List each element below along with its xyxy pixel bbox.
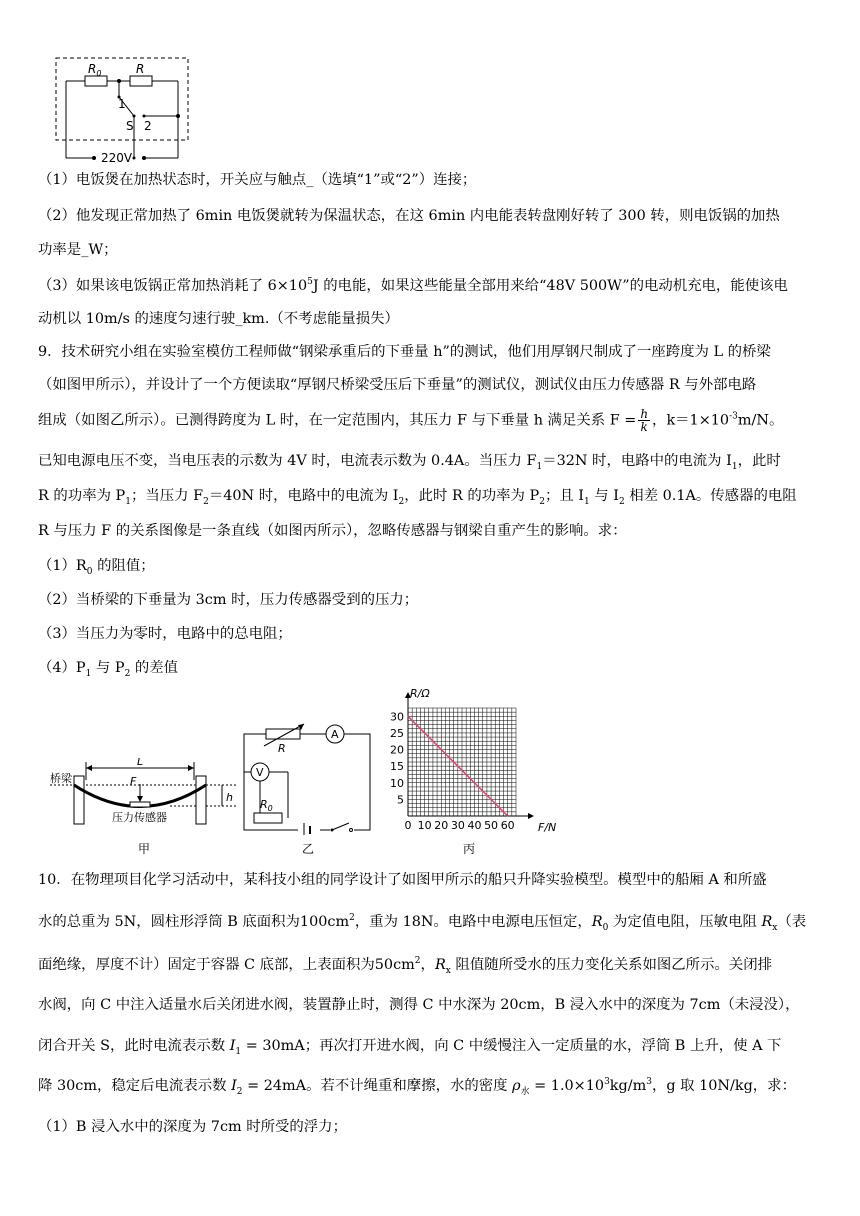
switch-label: S <box>126 119 134 133</box>
chart-ylabel: R/Ω <box>410 687 430 700</box>
q9-sub2: （2）当桥梁的下垂量为 3cm 时，压力传感器受到的压力； <box>38 592 419 608</box>
q8-part3: （3）如果该电饭锅正常加热消耗了 $6\times 10^5J$ 的电能，如果这些能量全部用来给“48V 500W”的电动机充电，能使该电 <box>38 277 788 294</box>
bridge-support-left <box>74 776 84 824</box>
q9-line3: 组成（如图乙所示）。已测得跨度为 L 时，在一定范围内，其压力 F 与下垂量 h 满足关系 F = $\frac{h}{k}$ ，$k=1\times 10^{-3}m/N$。 <box>38 407 784 434</box>
voltmeter-label: V <box>256 766 264 779</box>
sag-label: h <box>226 791 233 804</box>
q9-line6: R 与压力 F 的关系图像是一条直线（如图丙所示），忽略传感器与钢梁自重产生的影响。求： <box>38 523 627 539</box>
x-tick-label: 40 <box>467 819 482 832</box>
pressure-sensor <box>130 802 150 807</box>
q10-line4: 水阀，向 C 中注入适量水后关闭进水阀，装置静止时，测得 C 中水深为 20cm，B 浸入水中的深度为 7cm（未浸没）， <box>38 997 800 1013</box>
chart-grid <box>408 708 516 816</box>
x-axis-arrow <box>528 813 534 819</box>
sensor-circuit-figure <box>238 720 376 835</box>
x-tick-label: 60 <box>500 819 515 832</box>
bridge-support-right <box>196 776 206 824</box>
fig-bing-caption: 丙 <box>463 842 476 856</box>
r-label: R <box>136 62 145 76</box>
q10-line1: 10．在物理项目化学习活动中，某科技小组的同学设计了如图甲所示的船只升降实验模型。模型中的船厢 A 和所盛 <box>38 872 767 888</box>
q8-part2-cont: 功率是_W； <box>38 242 118 258</box>
chart-axes <box>405 692 534 819</box>
q9-sub4: $(4)P_1$ 与 $P_2$ 的差值 <box>38 660 179 679</box>
q10-sub1: （1）B 浸入水中的深度为 7cm 时所受的浮力； <box>38 1119 347 1135</box>
fig-jia-caption: 甲 <box>138 842 151 856</box>
ammeter-label: A <box>331 728 339 741</box>
q8-part2: （2）他发现正常加热了 6min 电饭煲就转为保温状态，在这 6min 内电能表转盘刚好转了 300 转，则电饭锅的加热 <box>38 208 780 224</box>
formula-fraction: $\frac{h}{k}$ <box>640 407 649 434</box>
q9-line2: （如图甲所示），并设计了一个方便读取“厚钢尺桥梁受压后下垂量”的测试仪，测试仪由压力传感器 R 与外部电路 <box>38 377 757 393</box>
force-label: F <box>130 775 137 788</box>
resistance-force-chart <box>388 686 568 836</box>
sensor-label: 压力传感器 <box>112 811 167 824</box>
q10-line5: 闭合开关 S，此时电流表示数 $I_1 = 30mA$；再次打开进水阀，向 C 中缓慢注入一定质量的水，浮筒 B 上升，使 A 下 <box>38 1038 782 1057</box>
fixed-resistor-r0 <box>254 813 282 823</box>
sensor-r-label: R <box>278 742 286 755</box>
x-tick-label: 30 <box>450 819 465 832</box>
q9-line4: 已知电源电压不变，当电压表的示数为 4V 时，电流表示数为 0.4A。当压力 $F_1=32N$ 时，电路中的电流为 $I_1$，此时 <box>38 453 781 472</box>
q9-sub1: $(1)R_0$ 的阻值； <box>38 558 155 577</box>
q10-line3: 面绝缘，厚度不计）固定于容器 C 底部，上表面积为$50cm^2$，$R_x$ 阻值随所受水的压力变化关系如图乙所示。关闭排 <box>38 956 773 976</box>
q8-part1: （1）电饭煲在加热状态时，开关应与触点_（选填“1”或“2”）连接； <box>38 172 477 188</box>
y-tick-label: 10 <box>390 776 404 790</box>
y-tick-label: 30 <box>390 710 404 724</box>
y-tick-label: 20 <box>390 743 404 757</box>
contact-2-label: 2 <box>144 119 152 133</box>
resistor-r <box>130 76 152 86</box>
bridge-label: 桥梁 <box>50 772 72 785</box>
x-tick-label: 50 <box>484 819 499 832</box>
x-tick-label: 0 <box>404 819 412 832</box>
x-tick-label: 20 <box>434 819 449 832</box>
chart-xlabel: F/N <box>538 821 557 834</box>
rice-cooker-circuit-diagram <box>52 54 192 166</box>
bridge-figure <box>50 758 240 828</box>
span-label: L <box>137 758 144 768</box>
q10-line2: 水的总重为 5N，圆柱形浮筒 B 底面积为$100cm^2$，重为 18N。电路中电源电压恒定，$R_0$ 为定值电阻，压敏电阻 $R_x$（表 <box>38 913 807 933</box>
q9-line1: 9．技术研究小组在实验室模仿工程师做“钢梁承重后的下垂量 h”的测试，他们用厚钢尺制成了一座跨度为 L 的桥梁 <box>38 344 771 360</box>
q9-sub3: （3）当压力为零时，电路中的总电阻； <box>38 626 292 642</box>
q10-line6: 降 30cm，稳定后电流表示数 $I_2 = 24mA$。若不计绳重和摩擦，水的密度 $\rho_水 = 1.0\times 10^3kg/m^3$，g 取 10N/kg，求： <box>38 1077 796 1097</box>
q9-line5: R 的功率为 $P_1$；当压力 $F_2=40N$ 时，电路中的电流为 $I_2$，此时 R 的功率为 $P_2$；且 $I_1$ 与 $I_2$ 相差 0.1A。传感器的电阻 <box>38 488 797 507</box>
contact-1-label: 1 <box>118 97 126 111</box>
q8-part3-cont: 动机以 10m/s 的速度匀速行驶_km.（不考虑能量损失） <box>38 311 399 327</box>
r0-fig-label: $R_0$ <box>260 798 273 813</box>
y-tick-label: 15 <box>390 760 404 774</box>
x-tick-label: 10 <box>417 819 432 832</box>
y-tick-label: 25 <box>390 726 404 740</box>
voltage-label: 220V <box>101 151 133 165</box>
fig-yi-caption: 乙 <box>302 842 315 856</box>
r0-label: $R_0$ <box>88 62 102 78</box>
sensor-resistor-r <box>266 729 300 739</box>
y-tick-label: 5 <box>397 793 404 807</box>
